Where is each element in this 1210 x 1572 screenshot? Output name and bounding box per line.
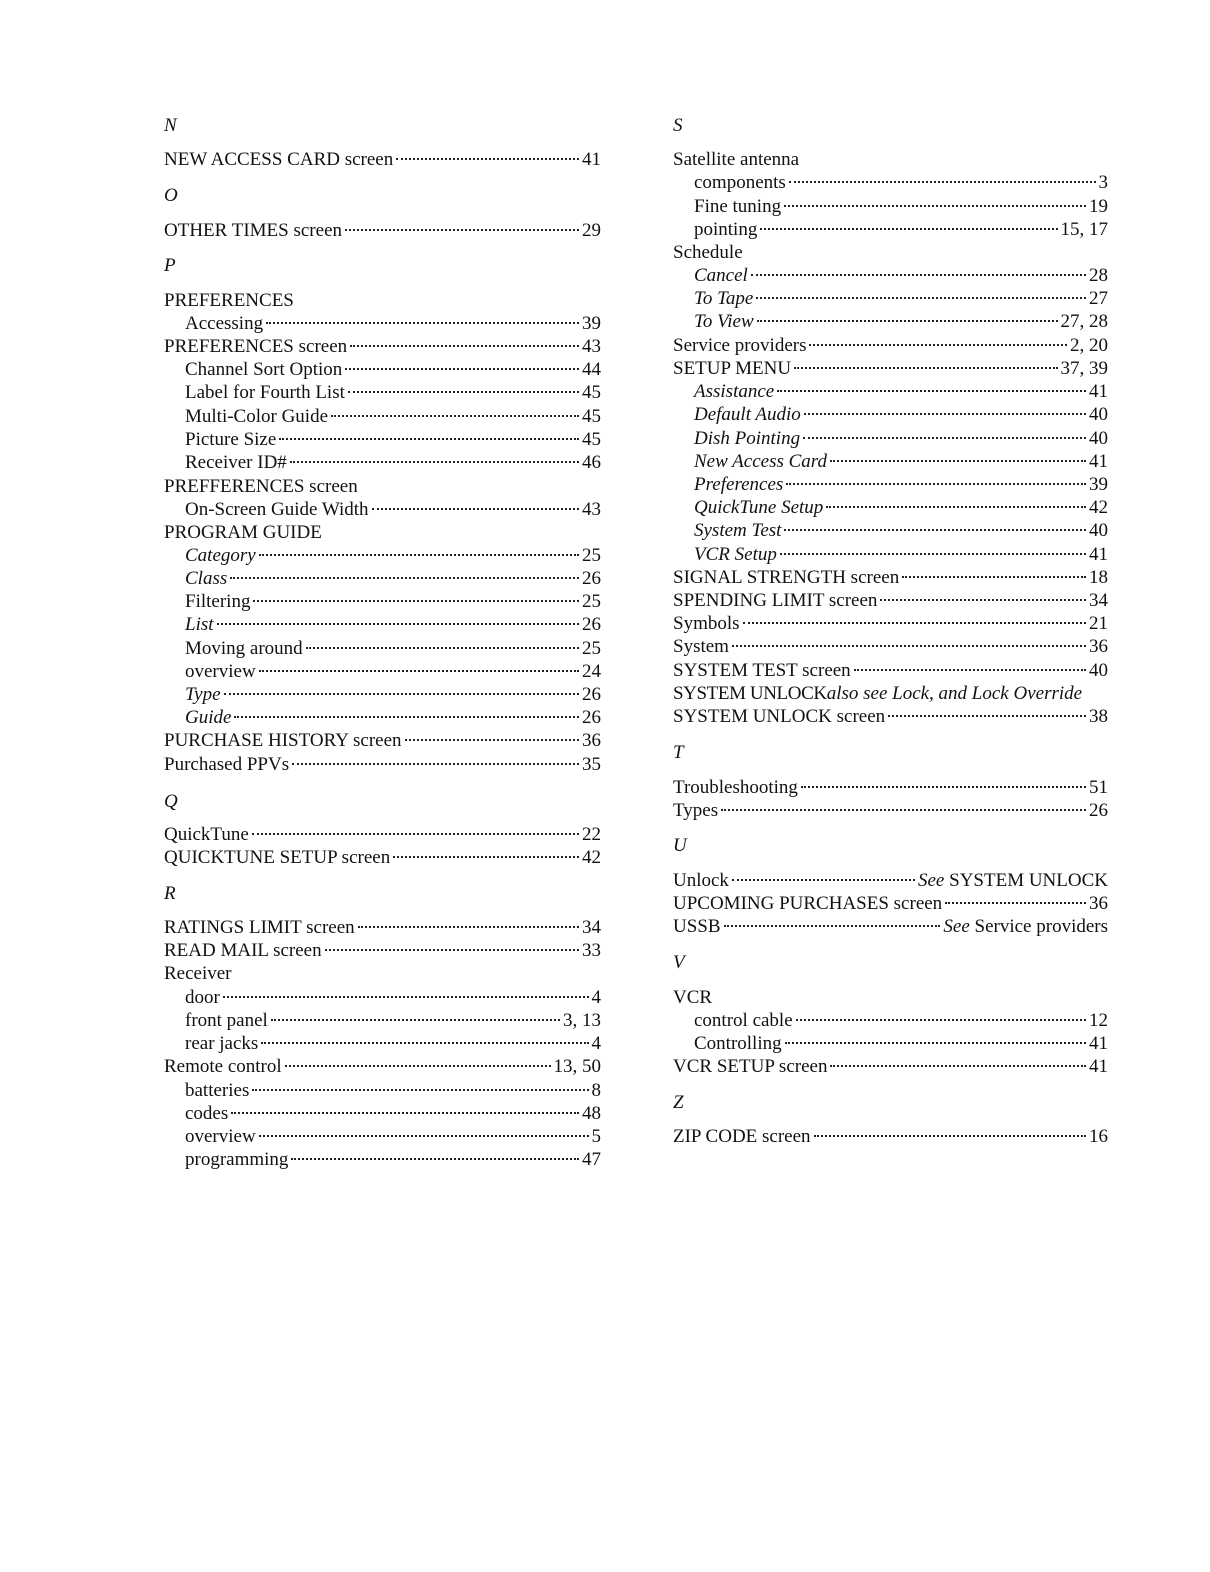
index-subentry: QuickTune Setup 42: [694, 497, 1108, 518]
index-subentry: overview 5: [185, 1126, 601, 1147]
index-entry: RATINGS LIMIT screen 34: [164, 917, 601, 938]
index-entry: PREFERENCES screen 43: [164, 336, 601, 357]
index-entry: SYSTEM UNLOCK screen 38: [673, 706, 1108, 727]
index-entry: Receiver: [164, 963, 232, 984]
index-subentry: VCR Setup 41: [694, 544, 1108, 565]
index-subentry: Category 25: [185, 545, 601, 566]
index-subentry: Filtering 25: [185, 591, 601, 612]
index-entry: READ MAIL screen 33: [164, 940, 601, 961]
index-entry: SYSTEM TEST screen 40: [673, 660, 1108, 681]
index-subentry: Fine tuning 19: [694, 196, 1108, 217]
index-subentry: Type 26: [185, 684, 601, 705]
index-subentry: batteries 8: [185, 1080, 601, 1101]
index-subentry: pointing 15, 17: [694, 219, 1108, 240]
index-entry: Unlock See SYSTEM UNLOCK: [673, 870, 1108, 891]
index-subentry: Cancel 28: [694, 265, 1108, 286]
index-letter-o: O: [164, 185, 178, 206]
index-subentry: programming 47: [185, 1149, 601, 1170]
index-letter-r: R: [164, 883, 176, 904]
index-subentry: System Test 40: [694, 520, 1108, 541]
index-letter-v: V: [673, 952, 685, 973]
index-subentry: Default Audio 40: [694, 404, 1108, 425]
index-entry: SIGNAL STRENGTH screen 18: [673, 567, 1108, 588]
index-subentry: front panel 3, 13: [185, 1010, 601, 1031]
index-subentry: Guide 26: [185, 707, 601, 728]
index-entry: SETUP MENU 37, 39: [673, 358, 1108, 379]
index-letter-q: Q: [164, 791, 178, 812]
index-subentry: Moving around 25: [185, 638, 601, 659]
index-entry: VCR: [673, 987, 713, 1008]
index-subentry: On-Screen Guide Width 43: [185, 499, 601, 520]
index-subentry: Channel Sort Option 44: [185, 359, 601, 380]
index-subentry: List 26: [185, 614, 601, 635]
index-entry: Satellite antenna: [673, 149, 800, 170]
index-subentry: door 4: [185, 987, 601, 1008]
index-entry: System 36: [673, 636, 1108, 657]
index-entry: Remote control 13, 50: [164, 1056, 601, 1077]
index-letter-t: T: [673, 742, 684, 763]
index-letter-u: U: [673, 835, 687, 856]
index-subentry: Receiver ID# 46: [185, 452, 601, 473]
index-letter-n: N: [164, 115, 177, 136]
index-subentry: Assistance 41: [694, 381, 1108, 402]
index-subentry: codes 48: [185, 1103, 601, 1124]
index-subentry: Accessing 39: [185, 313, 601, 334]
index-entry: NEW ACCESS CARD screen 41: [164, 149, 601, 170]
index-subentry: rear jacks 4: [185, 1033, 601, 1054]
index-subentry: Label for Fourth List 45: [185, 382, 601, 403]
index-entry: PREFFERENCES screen: [164, 476, 358, 497]
index-entry: PREFERENCES: [164, 290, 294, 311]
index-entry: UPCOMING PURCHASES screen 36: [673, 893, 1108, 914]
index-subentry: Picture Size 45: [185, 429, 601, 450]
index-entry: Service providers 2, 20: [673, 335, 1108, 356]
index-entry: ZIP CODE screen 16: [673, 1126, 1108, 1147]
index-subentry: Class 26: [185, 568, 601, 589]
index-subentry: control cable 12: [694, 1010, 1108, 1031]
index-entry: PURCHASE HISTORY screen 36: [164, 730, 601, 751]
index-entry: Purchased PPVs 35: [164, 754, 601, 775]
index-letter-z: Z: [673, 1092, 684, 1113]
index-entry: USSB See Service providers: [673, 916, 1108, 937]
index-subentry: Controlling 41: [694, 1033, 1108, 1054]
index-entry: Symbols 21: [673, 613, 1108, 634]
index-letter-s: S: [673, 115, 683, 136]
index-entry: Types 26: [673, 800, 1108, 821]
index-subentry: Multi-Color Guide 45: [185, 406, 601, 427]
index-entry: Schedule: [673, 242, 743, 263]
index-subentry: Preferences 39: [694, 474, 1108, 495]
index-subentry: To View 27, 28: [694, 311, 1108, 332]
also-see-reference: also see Lock, and Lock Override: [826, 683, 1083, 704]
index-entry: SPENDING LIMIT screen 34: [673, 590, 1108, 611]
index-entry: OTHER TIMES screen 29: [164, 220, 601, 241]
index-subentry: overview 24: [185, 661, 601, 682]
index-subentry: New Access Card 41: [694, 451, 1108, 472]
index-entry: Troubleshooting 51: [673, 777, 1108, 798]
index-letter-p: P: [164, 255, 176, 276]
index-entry: QUICKTUNE SETUP screen 42: [164, 847, 601, 868]
index-entry: VCR SETUP screen 41: [673, 1056, 1108, 1077]
index-entry: SYSTEM UNLOCK also see Lock, and Lock Override: [673, 683, 1083, 704]
index-entry: QuickTune 22: [164, 824, 601, 845]
index-entry: PROGRAM GUIDE: [164, 522, 322, 543]
index-subentry: To Tape 27: [694, 288, 1108, 309]
index-subentry: Dish Pointing 40: [694, 428, 1108, 449]
index-subentry: components 3: [694, 172, 1108, 193]
